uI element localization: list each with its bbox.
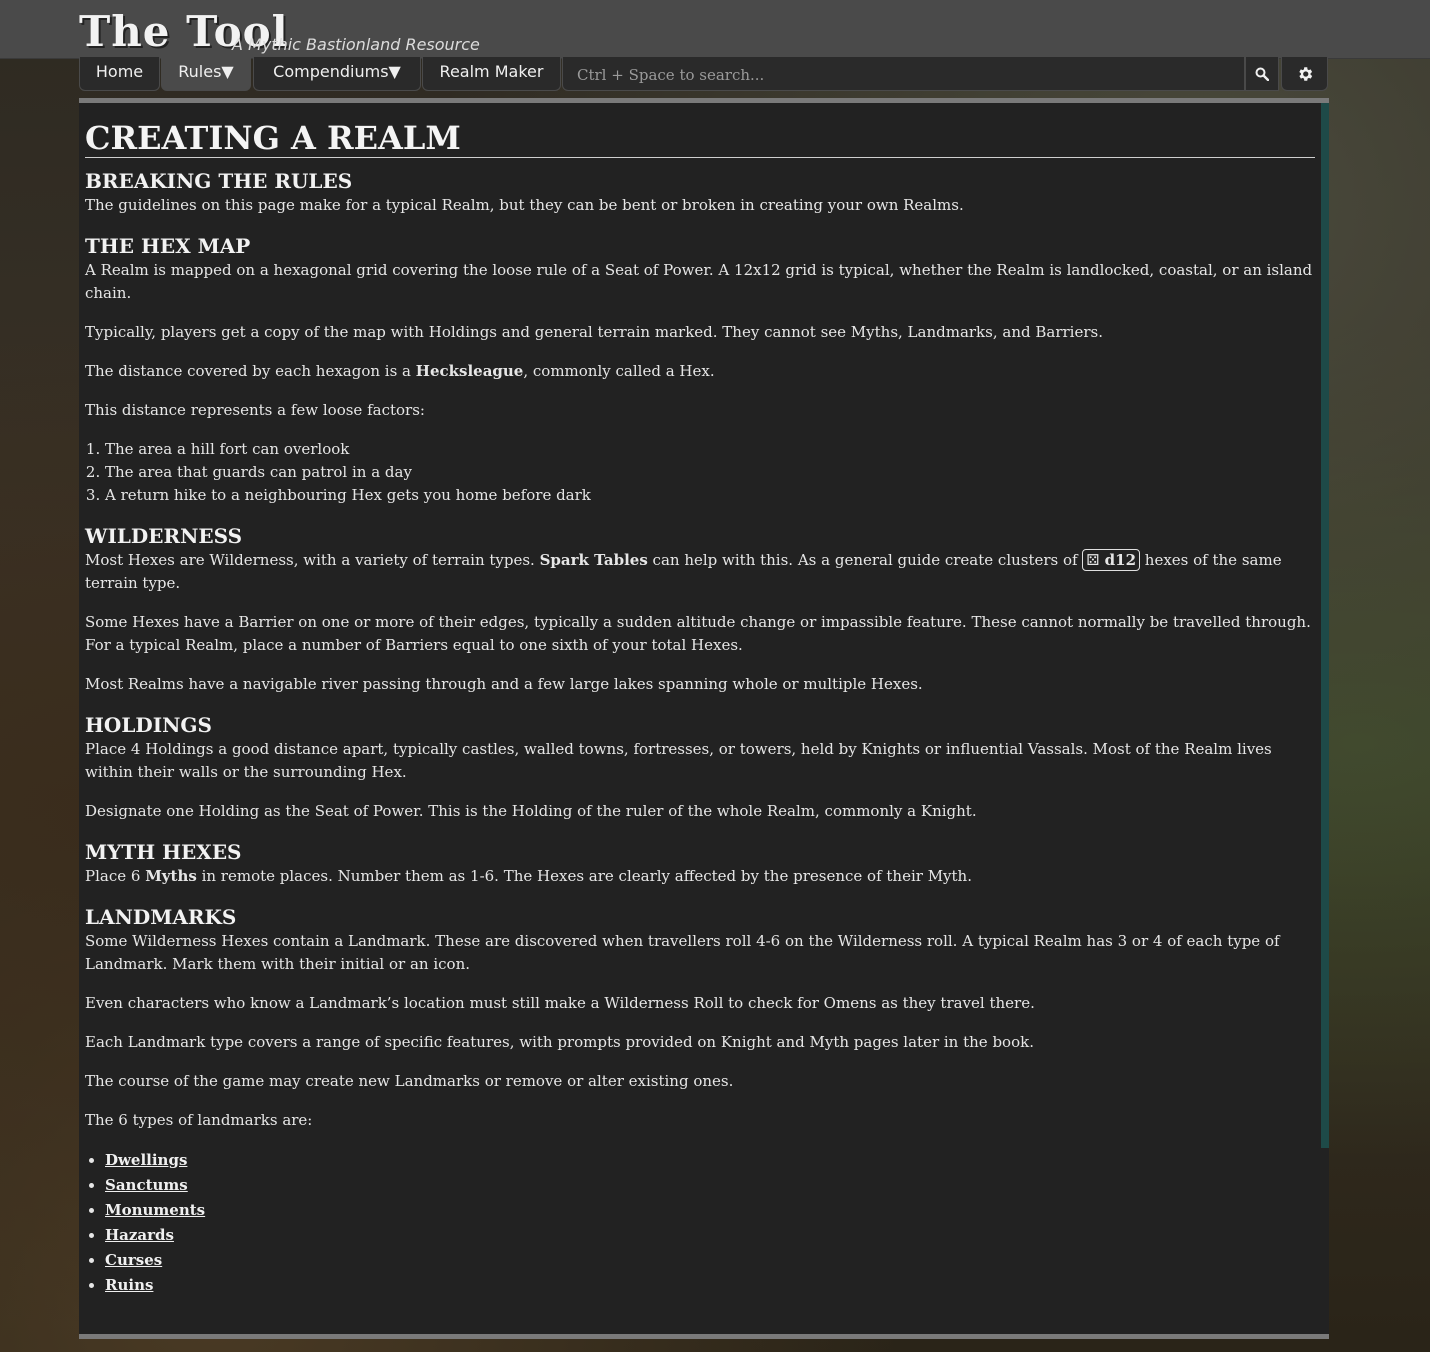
link-curses[interactable]: Curses xyxy=(105,1251,163,1269)
list-item xyxy=(105,1173,1315,1198)
settings-button[interactable] xyxy=(1281,57,1328,91)
landmark-type-list xyxy=(85,1148,1315,1298)
scrollbar[interactable] xyxy=(1321,103,1329,1148)
paragraph: The guidelines on this page make for a typical Realm, but they can be bent or broken in creating your own Realms. xyxy=(85,196,964,214)
nav-rules-dropdown[interactable]: Rules▼ xyxy=(161,57,251,91)
term-heckslea: Hecksleague xyxy=(415,362,524,380)
factor-list xyxy=(85,438,1315,507)
link-sanctums[interactable]: Sanctums xyxy=(105,1176,188,1194)
section-heading: THE HEX MAP xyxy=(85,234,251,258)
section-heading: WILDERNESS xyxy=(85,524,243,548)
nav-home-button[interactable]: Home xyxy=(79,57,160,91)
top-bar xyxy=(0,0,1430,59)
paragraph: The 6 types of landmarks are: xyxy=(85,1111,313,1129)
paragraph: Most Realms have a navigable river passing through and a few large lakes spanning whole or multiple Hexes. xyxy=(85,675,923,693)
list-item xyxy=(105,1248,1315,1273)
paragraph: The distance covered by each hexagon is a Hecksleague, commonly called a Hex. xyxy=(85,362,715,380)
section-heading: LANDMARKS xyxy=(85,905,237,929)
paragraph: Designate one Holding as the Seat of Power. This is the Holding of the ruler of the whole Realm, commonly a Knight. xyxy=(85,802,977,820)
section-heading: MYTH HEXES xyxy=(85,840,242,864)
link-ruins[interactable]: Ruins xyxy=(105,1276,154,1294)
paragraph: Some Wilderness Hexes contain a Landmark. These are discovered when travellers roll 4-6 on the Wilderness roll. A typical Realm has 3 or 4 of each type of Landmark. Mark them with their initial or an icon. xyxy=(85,932,1280,973)
main-nav xyxy=(79,57,1328,92)
paragraph: Each Landmark type covers a range of specific features, with prompts provided on Knight and Myth pages later in the book. xyxy=(85,1033,1034,1051)
search-input[interactable] xyxy=(563,57,1244,90)
site-logo[interactable]: The Tool xyxy=(79,7,289,56)
list-item xyxy=(105,1273,1315,1298)
paragraph: Most Hexes are Wilderness, with a variety of terrain types. Spark Tables can help with this. As a general guide create clusters of ⚄ d12 hexes of the same terrain type. xyxy=(85,551,1282,592)
link-monuments[interactable]: Monuments xyxy=(105,1201,206,1219)
link-dwellings[interactable]: Dwellings xyxy=(105,1151,188,1169)
site-subtitle: A Mythic Bastionland Resource xyxy=(232,35,480,54)
paragraph: Place 4 Holdings a good distance apart, typically castles, walled towns, fortresses, or towers, held by Knights or influential Vassals. Most of the Realm lives within their walls or the surrounding Hex. xyxy=(85,740,1272,781)
paragraph: Typically, players get a copy of the map with Holdings and general terrain marked. They cannot see Myths, Landmarks, and Barriers. xyxy=(85,323,1103,341)
gear-icon xyxy=(1296,65,1314,83)
section-heading: HOLDINGS xyxy=(85,713,212,737)
content-panel xyxy=(79,98,1329,1339)
paragraph: Even characters who know a Landmark’s location must still make a Wilderness Roll to check for Omens as they travel there. xyxy=(85,994,1035,1012)
list-item xyxy=(105,1198,1315,1223)
nav-realm-maker-button[interactable]: Realm Maker xyxy=(422,57,561,91)
paragraph: Some Hexes have a Barrier on one or more of their edges, typically a sudden altitude change or impassible feature. These cannot normally be travelled through. For a typical Realm, place a number of Barriers equal to one sixth of your total Hexes. xyxy=(85,613,1311,654)
term-myths: Myths xyxy=(145,867,197,885)
list-item: 3. A return hike to a neighbouring Hex gets you home before dark xyxy=(105,484,1315,507)
section-heading: BREAKING THE RULES xyxy=(85,169,353,193)
paragraph: A Realm is mapped on a hexagonal grid covering the loose rule of a Seat of Power. A 12x12 grid is typical, whether the Realm is landlocked, coastal, or an island chain. xyxy=(85,261,1313,302)
list-item: 1. The area a hill fort can overlook xyxy=(105,438,1315,461)
search-button[interactable] xyxy=(1245,57,1279,91)
dice-roller-button[interactable]: ⚄ d12 xyxy=(1082,549,1140,571)
die-icon: ⚄ xyxy=(1086,551,1100,569)
search-box xyxy=(562,57,1245,91)
paragraph: This distance represents a few loose factors: xyxy=(85,401,425,419)
paragraph: The course of the game may create new Landmarks or remove or alter existing ones. xyxy=(85,1072,734,1090)
search-icon xyxy=(1255,67,1269,81)
page-title: CREATING A REALM xyxy=(85,119,1315,158)
list-item xyxy=(105,1223,1315,1248)
nav-compendiums-dropdown[interactable]: Compendiums▼ xyxy=(253,57,421,91)
article xyxy=(85,119,1315,1314)
link-hazards[interactable]: Hazards xyxy=(105,1226,174,1244)
list-item xyxy=(105,1148,1315,1173)
paragraph: Place 6 Myths in remote places. Number them as 1-6. The Hexes are clearly affected by the presence of their Myth. xyxy=(85,867,972,885)
list-item: 2. The area that guards can patrol in a day xyxy=(105,461,1315,484)
term-spark-tables: Spark Tables xyxy=(539,551,648,569)
